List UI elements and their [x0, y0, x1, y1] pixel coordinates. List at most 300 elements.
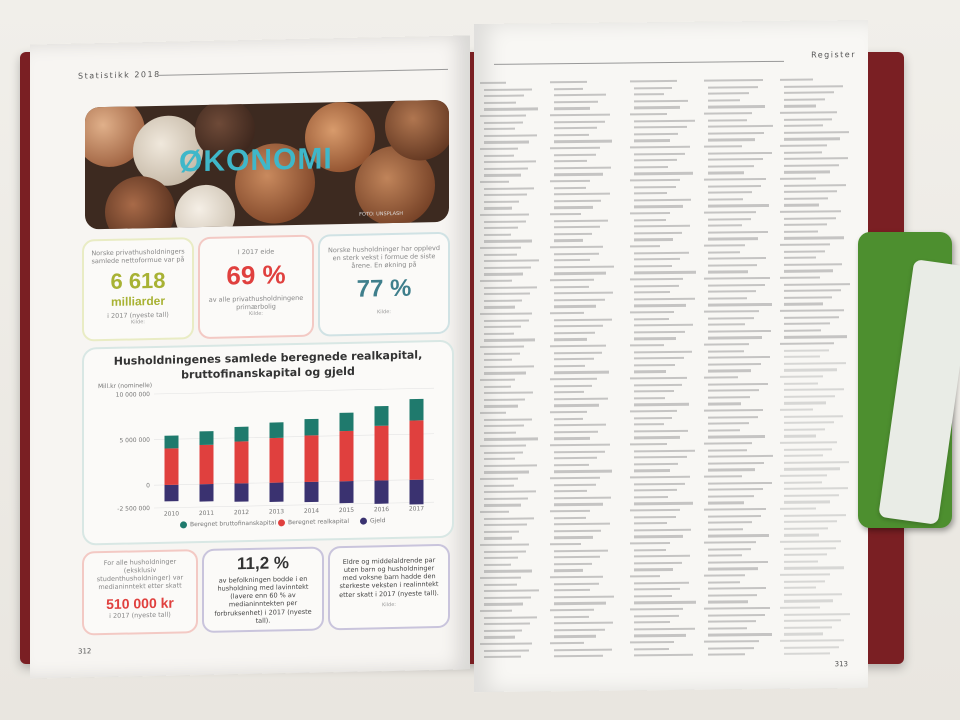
index-entry-line	[484, 563, 511, 565]
index-entry-line	[780, 79, 813, 82]
index-entry-line	[550, 411, 587, 414]
index-entry-line	[708, 614, 765, 617]
bar-debt	[235, 483, 249, 502]
index-entry-line	[784, 263, 842, 266]
index-entry-line	[484, 636, 515, 639]
index-entry-line	[480, 642, 532, 645]
index-entry-line	[554, 648, 612, 651]
home-ownership-intro: I 2017 eide	[237, 247, 275, 257]
index-entry-line	[630, 443, 667, 446]
index-entry-line	[704, 442, 752, 445]
index-entry-line	[484, 88, 532, 91]
bar-debt	[270, 482, 284, 501]
index-entry-line	[784, 633, 823, 636]
index-entry-line	[480, 511, 509, 513]
index-entry-line	[708, 224, 742, 227]
median-income-box	[82, 549, 198, 635]
index-entry-line	[708, 336, 762, 339]
index-entry-line	[554, 88, 583, 90]
index-entry-line	[550, 180, 590, 183]
index-entry-line	[784, 382, 818, 385]
index-entry-line	[484, 240, 532, 243]
net-wealth-unit: milliarder	[110, 294, 166, 310]
index-entry-line	[554, 371, 609, 374]
index-entry-line	[784, 428, 825, 431]
index-entry-line	[708, 534, 769, 537]
wealth-growth-box	[318, 232, 450, 337]
index-entry-line	[708, 567, 758, 570]
index-entry-line	[554, 404, 599, 407]
index-entry-line	[554, 140, 612, 143]
index-entry-line	[630, 245, 660, 248]
index-entry-line	[708, 449, 747, 452]
index-entry-line	[708, 455, 773, 458]
index-entry-line	[634, 139, 670, 142]
index-entry-line	[708, 370, 751, 373]
index-entry-line	[554, 628, 605, 631]
bar-realkapital	[165, 448, 179, 485]
index-entry-line	[630, 179, 680, 182]
index-entry-line	[484, 299, 522, 302]
median-income-intro: For alle husholdninger (eksklusiv studenthusholdninger) var medianinntekt etter skatt	[96, 557, 184, 592]
index-entry-line	[634, 628, 695, 631]
index-entry-line	[550, 378, 597, 381]
right-page	[474, 20, 868, 692]
index-entry-line	[634, 166, 668, 169]
index-entry-line	[554, 318, 612, 321]
index-entry-line	[484, 431, 516, 434]
index-entry-line	[634, 403, 689, 406]
wealth-growth-intro: Norske husholdninger har opplevd en sterk vekst i formue de siste årene. En økning på	[328, 244, 440, 271]
index-entry-line	[550, 510, 590, 513]
index-entry-line	[484, 471, 529, 474]
index-entry-line	[708, 165, 754, 168]
x-tick-label: 2011	[198, 509, 215, 518]
index-entry-line	[550, 576, 603, 579]
index-entry-line	[634, 285, 679, 288]
index-entry-line	[484, 352, 520, 355]
index-entry-line	[634, 152, 685, 155]
index-entry-line	[634, 469, 670, 472]
index-entry-line	[634, 516, 676, 519]
index-entry-line	[484, 233, 511, 235]
index-entry-line	[784, 98, 825, 101]
index-entry-line	[634, 93, 664, 95]
index-entry-line	[554, 397, 608, 400]
index-entry-line	[780, 144, 827, 147]
index-entry-line	[554, 358, 594, 361]
index-entry-line	[480, 280, 512, 283]
index-entry-line	[634, 383, 682, 386]
net-wealth-intro: Norske privathusholdningers samlede nettoformue var på	[91, 247, 185, 266]
index-entry-line	[708, 218, 751, 221]
index-entry-line	[634, 219, 666, 222]
index-entry-line	[708, 330, 771, 333]
index-entry-line	[780, 177, 816, 180]
index-entry-line	[484, 326, 521, 329]
index-entry-line	[634, 291, 670, 294]
gridline	[154, 502, 434, 508]
index-entry-line	[484, 590, 539, 593]
index-entry-line	[550, 147, 600, 150]
gridline	[154, 479, 434, 485]
index-entry-line	[780, 276, 820, 279]
index-entry-line	[484, 451, 523, 454]
index-entry-line	[780, 409, 813, 412]
y-tick-label: 10 000 000	[115, 391, 150, 399]
index-entry-line	[704, 475, 742, 478]
index-entry-line	[634, 654, 693, 657]
index-entry-line	[484, 266, 531, 269]
index-entry-line	[554, 332, 595, 335]
index-entry-line	[554, 127, 597, 130]
index-entry-line	[704, 607, 770, 610]
index-entry-line	[784, 567, 844, 570]
index-entry-line	[480, 610, 512, 613]
index-entry-line	[484, 623, 530, 626]
index-entry-line	[554, 298, 605, 301]
index-entry-line	[780, 507, 816, 510]
index-entry-line	[484, 537, 512, 539]
index-entry-line	[784, 369, 837, 372]
bar-realkapital	[235, 441, 249, 483]
index-entry-line	[554, 424, 606, 427]
index-entry-line	[708, 105, 765, 108]
index-entry-line	[784, 131, 849, 134]
index-entry-line	[784, 283, 850, 286]
real-income-source: Kilde:	[382, 601, 396, 608]
gridline	[154, 388, 434, 394]
index-entry-line	[784, 204, 819, 207]
index-entry-line	[784, 157, 848, 160]
index-entry-line	[784, 402, 826, 405]
index-entry-line	[780, 342, 834, 345]
index-entry-line	[704, 211, 756, 214]
bar-debt	[165, 485, 179, 502]
index-entry-line	[550, 279, 594, 282]
legend-label: Gjeld	[370, 517, 386, 525]
index-entry-line	[634, 489, 677, 492]
index-entry-line	[634, 172, 693, 175]
index-entry-line	[480, 346, 524, 349]
net-wealth-value: 6 618	[110, 268, 166, 295]
index-entry-line	[484, 121, 523, 124]
chart-title: Husholdningenes samlede beregnede realkapital, bruttofinanskapital og gjeld	[113, 348, 423, 382]
index-entry-line	[634, 106, 680, 109]
index-entry-line	[554, 252, 599, 255]
index-entry-line	[634, 588, 680, 591]
index-entry-line	[554, 523, 610, 526]
index-entry-line	[484, 517, 534, 520]
index-entry-line	[784, 587, 816, 590]
index-entry-line	[550, 114, 610, 117]
index-entry-line	[554, 101, 598, 104]
x-tick-label: 2014	[303, 507, 320, 515]
index-entry-line	[784, 455, 823, 458]
bar-finanskapital	[375, 406, 389, 426]
index-entry-line	[630, 509, 680, 512]
index-entry-line	[484, 101, 516, 104]
index-entry-line	[704, 145, 742, 148]
index-entry-line	[630, 146, 690, 149]
index-entry-line	[634, 225, 690, 228]
index-entry-line	[634, 648, 669, 651]
index-entry-line	[554, 285, 589, 288]
index-entry-line	[708, 119, 747, 122]
index-entry-line	[634, 318, 669, 321]
bar-debt	[305, 482, 319, 502]
index-entry-line	[634, 159, 677, 162]
index-entry-line	[630, 80, 677, 83]
index-entry-line	[630, 641, 674, 644]
index-entry-line	[484, 497, 528, 500]
index-entry-line	[550, 477, 600, 480]
index-entry-line	[484, 438, 538, 441]
index-entry-line	[554, 206, 593, 209]
index-entry-line	[484, 425, 524, 428]
index-entry-line	[554, 470, 612, 473]
index-entry-line	[784, 217, 836, 220]
bar-realkapital	[270, 438, 284, 483]
index-entry-line	[550, 543, 581, 546]
index-entry-line	[634, 304, 686, 307]
index-entry-line	[708, 86, 758, 89]
index-entry-line	[554, 384, 592, 387]
index-entry-line	[784, 600, 833, 603]
index-entry-line	[784, 289, 841, 292]
index-entry-line	[634, 436, 680, 439]
index-entry-line	[554, 160, 587, 163]
index-entry-line	[550, 444, 610, 447]
bar-realkapital	[200, 445, 214, 485]
index-entry-line	[484, 200, 519, 203]
index-entry-line	[780, 573, 830, 576]
index-entry-line	[484, 405, 518, 408]
index-entry-line	[708, 469, 755, 472]
index-entry-line	[780, 441, 837, 444]
index-entry-line	[630, 608, 683, 611]
index-entry-line	[708, 290, 756, 293]
index-entry-line	[634, 456, 687, 459]
index-entry-line	[780, 210, 841, 213]
index-entry-line	[634, 205, 683, 208]
chart-svg	[84, 342, 452, 544]
index-entry-line	[708, 185, 761, 188]
chart-panel	[82, 340, 454, 546]
index-entry-line	[484, 398, 525, 401]
index-entry-line	[554, 595, 614, 598]
bar-realkapital	[340, 431, 354, 481]
median-income-value: 510 000 kr	[106, 594, 174, 612]
index-entry-line	[784, 303, 823, 306]
index-entry-line	[708, 125, 773, 128]
index-entry-line	[780, 639, 844, 642]
index-entry-line	[554, 602, 606, 605]
page-number-left: 312	[78, 647, 92, 656]
index-entry-line	[484, 319, 529, 322]
y-tick-label: -2 500 000	[117, 505, 150, 513]
index-entry-line	[634, 251, 689, 254]
index-entry-line	[484, 656, 521, 659]
index-entry-line	[554, 292, 613, 295]
index-entry-line	[484, 332, 514, 334]
index-entry-line	[708, 633, 772, 636]
index-entry-line	[484, 167, 528, 170]
index-entry-line	[704, 508, 766, 511]
index-entry-line	[554, 589, 590, 592]
index-entry-line	[634, 549, 666, 552]
index-entry-line	[554, 490, 587, 493]
y-tick-label: 0	[146, 482, 150, 490]
index-entry-line	[634, 119, 695, 122]
index-entry-line	[484, 128, 515, 131]
index-entry-line	[484, 293, 530, 296]
index-entry-line	[554, 226, 600, 229]
index-entry-line	[708, 284, 765, 287]
index-entry-line	[704, 112, 752, 115]
index-entry-line	[484, 207, 512, 209]
index-entry-line	[480, 478, 518, 481]
index-entry-line	[634, 496, 668, 499]
index-entry-line	[708, 594, 757, 597]
index-entry-line	[554, 530, 601, 533]
index-entry-line	[780, 540, 841, 543]
legend-label: Beregnet bruttofinanskapital	[190, 519, 277, 529]
index-entry-line	[704, 574, 745, 577]
index-entry-line	[634, 238, 673, 241]
index-entry-line	[554, 193, 610, 196]
index-entry-line	[554, 615, 589, 618]
index-entry-line	[784, 468, 840, 471]
index-entry-line	[780, 111, 837, 114]
index-entry-line	[554, 365, 585, 368]
index-entry-line	[634, 397, 665, 400]
index-entry-line	[784, 85, 843, 88]
index-entry-line	[708, 271, 748, 274]
index-entry-line	[554, 635, 596, 638]
index-entry-line	[554, 134, 589, 137]
index-entry-line	[484, 550, 526, 553]
bar-finanskapital	[165, 435, 179, 448]
index-entry-line	[708, 92, 749, 95]
index-entry-line	[634, 463, 678, 466]
index-entry-line	[634, 258, 680, 261]
index-entry-line	[704, 310, 759, 313]
index-entry-line	[784, 395, 835, 398]
index-entry-line	[630, 377, 687, 380]
index-entry-line	[784, 197, 828, 200]
index-entry-line	[784, 646, 839, 649]
index-entry-line	[634, 423, 664, 425]
index-entry-line	[484, 418, 532, 421]
index-entry-line	[550, 312, 584, 315]
index-entry-line	[780, 606, 820, 609]
index-entry-line	[550, 213, 581, 216]
index-entry-line	[484, 530, 519, 533]
index-entry-line	[708, 521, 752, 524]
legend-label: Beregnet realkapital	[288, 517, 349, 527]
index-entry-line	[708, 396, 750, 399]
index-entry-line	[480, 148, 518, 151]
net-wealth-source: Kilde:	[131, 319, 145, 326]
bar-realkapital	[375, 426, 389, 481]
bar-finanskapital	[270, 422, 284, 438]
index-entry-line	[708, 502, 744, 505]
index-entry-line	[708, 172, 744, 175]
index-entry-line	[780, 309, 844, 312]
index-entry-line	[784, 105, 816, 108]
index-entry-line	[784, 250, 825, 253]
index-entry-line	[708, 429, 740, 432]
index-entry-line	[704, 409, 763, 412]
index-entry-line	[708, 627, 747, 630]
net-wealth-year: i 2017 (nyeste tall)	[107, 310, 169, 321]
index-entry-line	[634, 581, 689, 584]
index-entry-line	[634, 331, 685, 334]
index-entry-line	[554, 496, 611, 499]
index-entry-line	[484, 372, 526, 375]
index-entry-line	[634, 186, 676, 189]
index-entry-line	[484, 339, 535, 342]
index-entry-line	[784, 329, 821, 332]
index-entry-line	[484, 253, 517, 256]
index-entry-line	[784, 421, 834, 424]
index-entry-line	[708, 297, 747, 300]
index-entry-line	[708, 323, 745, 326]
index-entry-line	[484, 286, 537, 289]
index-entry-line	[484, 141, 529, 144]
index-entry-line	[484, 557, 518, 560]
index-entry-line	[484, 583, 517, 586]
index-entry-line	[634, 568, 673, 571]
bar-finanskapital	[305, 419, 319, 436]
index-entry-line	[708, 204, 769, 207]
index-entry-line	[554, 536, 593, 539]
index-entry-line	[784, 296, 832, 299]
index-entry-line	[784, 349, 829, 352]
legend-item-debt	[360, 517, 385, 525]
index-entry-line	[484, 649, 529, 652]
bar-debt	[340, 481, 354, 503]
index-entry-line	[484, 227, 518, 230]
index-entry-line	[634, 601, 696, 604]
index-entry-line	[708, 561, 768, 564]
index-entry-line	[708, 548, 751, 551]
index-entry-line	[708, 416, 758, 419]
index-entry-line	[554, 450, 605, 453]
index-entry-line	[708, 257, 766, 260]
index-entry-line	[480, 577, 521, 580]
index-entry-line	[634, 621, 670, 624]
index-entry-line	[554, 655, 603, 658]
x-tick-label: 2016	[373, 506, 390, 514]
index-entry-line	[484, 464, 537, 467]
index-entry-line	[630, 311, 674, 314]
index-entry-line	[708, 620, 756, 623]
index-entry-line	[634, 133, 678, 136]
index-entry-line	[704, 277, 770, 280]
index-entry-line	[554, 351, 602, 354]
index-entry-line	[630, 575, 660, 578]
index-entry-line	[484, 603, 523, 606]
index-entry-line	[784, 257, 816, 260]
index-entry-line	[784, 323, 830, 326]
index-entry-line	[634, 337, 676, 340]
index-entry-line	[704, 640, 759, 643]
index-entry-line	[708, 132, 764, 135]
index-entry-line	[554, 483, 596, 486]
index-entry-line	[634, 615, 679, 618]
